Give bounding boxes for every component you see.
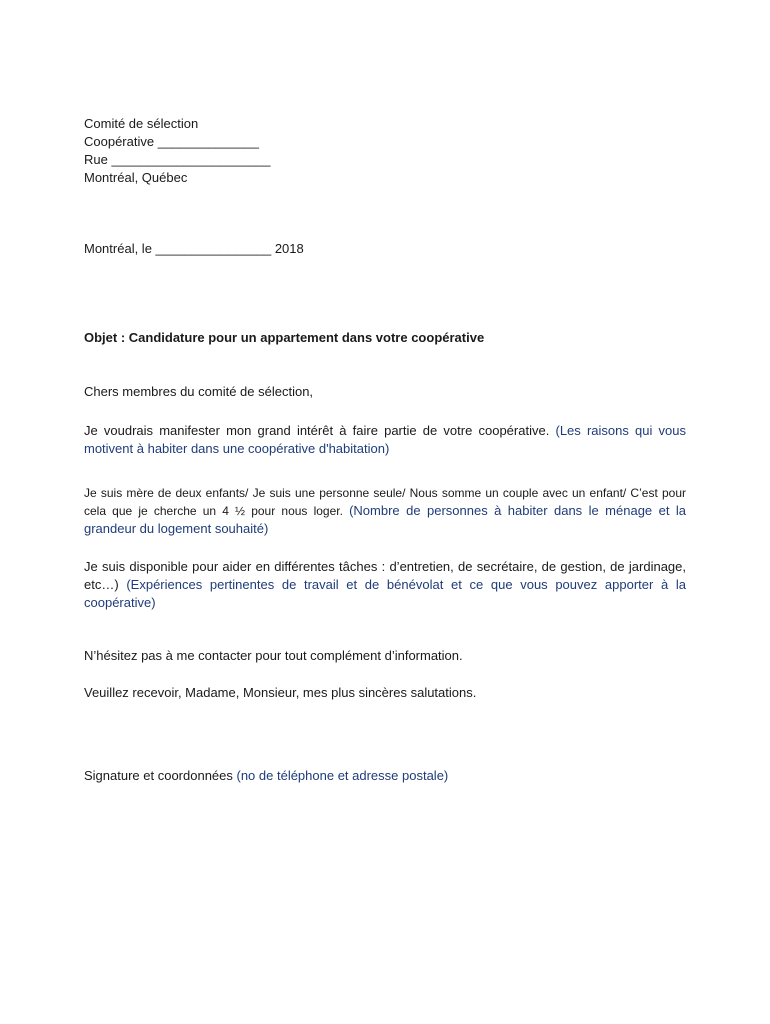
- paragraph-household-text: Je suis mère de deux enfants/ Je suis une personne seule/ Nous somme un couple avec un enfant/ C’est pour cela que je cherche un 4 ½ pour nous loger.: [84, 486, 686, 518]
- paragraph-availability-text: Je suis disponible pour aider en différentes tâches : d’entretien, de secrétaire, de gestion, de jardinage, etc…): [84, 559, 686, 592]
- paragraph-interest: [84, 422, 686, 458]
- salutation: Chers membres du comité de sélection,: [84, 384, 314, 399]
- closing-line: Veuillez recevoir, Madame, Monsieur, mes plus sincères salutations.: [84, 685, 477, 700]
- paragraph-household: [84, 484, 686, 538]
- recipient-line-3: Rue ______________________: [84, 152, 271, 167]
- subject-line: Objet : Candidature pour un appartement dans votre coopérative: [84, 330, 485, 345]
- paragraph-interest-text: Je voudrais manifester mon grand intérêt à faire partie de votre coopérative.: [84, 423, 556, 438]
- date-line: Montréal, le ________________ 2018: [84, 241, 304, 256]
- paragraph-household-hint: (Nombre de personnes à habiter dans le ménage et la grandeur du logement souhaité): [84, 503, 686, 536]
- signature-hint: (no de téléphone et adresse postale): [236, 768, 449, 783]
- paragraph-interest-hint: (Les raisons qui vous motivent à habiter dans une coopérative d'habitation): [84, 423, 686, 456]
- recipient-line-1: Comité de sélection: [84, 116, 199, 131]
- recipient-line-2: Coopérative ______________: [84, 134, 259, 149]
- paragraph-availability-hint: (Expériences pertinentes de travail et de bénévolat et ce que vous pouvez apporter à la coopérative): [84, 577, 686, 610]
- contact-line: N’hésitez pas à me contacter pour tout complément d’information.: [84, 648, 463, 663]
- recipient-line-4: Montréal, Québec: [84, 170, 188, 185]
- signature-text: Signature et coordonnées: [84, 768, 237, 783]
- signature-line: [84, 767, 448, 785]
- paragraph-availability: [84, 558, 686, 612]
